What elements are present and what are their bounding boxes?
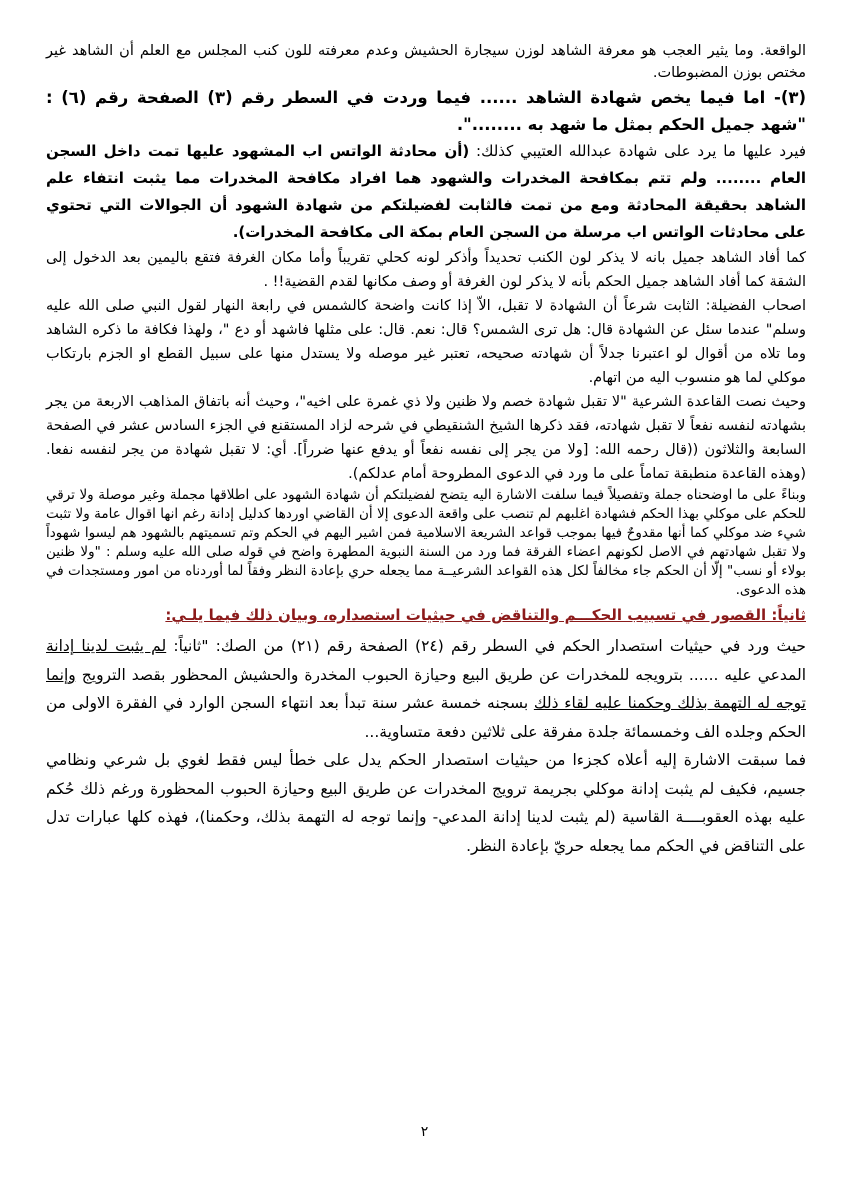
paragraph-judgment-middle: المدعي عليه ...... بترويجه للمخدرات عن طريق البيع وحيازة الحبوب المخدرة والحشيش المحظور بقصد الترويج xyxy=(75,665,806,684)
paragraph-whatsapp xyxy=(46,138,806,246)
paragraph-whatsapp-bold: (أن محادثة الواتس اب المشهود عليها تمت داخل السجن العام ........ ولم تتم بمكافحة المخدرات والشهود هما افراد مكافحة المخدرات مما يثبت انتفاء علم الشاهد بحقيقة المحادثة ومع من تمت فالثابت لفضيلتكم من شهادة الشهود أن الجوالات التي تحتوي على محادثات الواتس اب مرسلة من السجن العام بمكة الى مكافحة المخدرات). xyxy=(46,142,806,241)
paragraph-judgment-reasons xyxy=(46,632,806,746)
page-number: ٢ xyxy=(420,1124,429,1140)
paragraph-sofa-color: كما أفاد الشاهد جميل بانه لا يذكر لون الكنب تحديداً وأذكر لونه كحلي تقريباً وأما مكان الغرفة فتقع باليمين بعد الدخول إلى الشقة كما أفاد الشاهد جميل الحكم بأنه لا يذكر لون الغرفة أو وصف مكانها لقدم القضية!! . xyxy=(46,250,806,290)
paragraph-conclusion: وبناءً على ما اوضحناه جملة وتفصيلاً فيما سلفت الاشارة اليه يتضح لفضيلتكم أن شهادة الشهود على اطلاقها مجملة وغير موصلة ولا ترقي للحكم على موكلي بهذا الحكم فشهادة اغلبهم لم تنصب على واقعة الدعوى إلا أن القاضي اوردها كدليل إدانة رغم انها اقوال عامة ولا تثبت شيء ضد موكلي كما أنها مقدوحٌ فيها بموجب قواعد الشريعة الاسلامية فمن اشير اليهم في الحكم وتم تسميتهم بالشهود هم ليسوا شهوداً ولا تقبل شهادتهم في الاصل لكونهم اعضاء الفرقة فما ورد من السنة النبوية المطهرة واضح في قوله صلى الله عليه وسلم : "ولا ظنين بولاء أو نسب" إلّا أن الحكم جاء مخالفاً لكل هذه القواعد الشرعيــة مما يجعله حري بإعادة النظر وفقاً لما أوردناه من امور ومستجدات في هذه الدعوى. xyxy=(46,487,806,598)
section-heading-second: ثانياً: القصور في تسبيب الحكـــم والتناقض في حيثيات استصداره، وبيان ذلك فيما يلـي: xyxy=(165,606,806,624)
paragraph-judgment-lead: حيث ورد في حيثيات استصدار الحكم في السطر رقم (٢٤) الصفحة رقم (٢١) من الصك: "ثانياً: xyxy=(166,637,806,655)
paragraph-contradiction: فما سبقت الاشارة إليه أعلاه كجزءا من حيثيات استصدار الحكم يدل على خطأ ليس فقط لغوي بل شرعي ونظامي جسيم، فكيف لم يثبت إدانة موكلي بجريمة ترويج المخدرات عن طريق البيع وحيازة الحبوب المحظورة ورغم ذلك حُكم عليه بهذه العقوبــــة القاسية (لم يثبت لدينا إدانة المدعي- وإنما توجه له التهمة بذلك، وحكمنا)، فهذه كلها عبارات تدل على التناقض في الحكم مما يجعله حريّ بإعادة النظر. xyxy=(46,751,806,855)
paragraph-sharia-rule: وحيث نصت القاعدة الشرعية "لا تقبل شهادة خصم ولا ظنين ولا ذي غمرة على اخيه"، وحيث أنه باتفاق المذاهب الاربعة من يجر بشهادته لنفسه نفعاً لا تقبل شهادته، فقد ذكرها الشيخ الشنقيطي في شرحه لزاد المستقنع في الجزء السادس عشر في الصفحة السابعة والثلاثون ((قال رحمه الله: [ولا من يجر إلى نفسه نفعاً أو يدفع عنها ضرراً]. أي: لا تقبل شهادة من يجر لنفسه نفعا. (وهذه القاعدة منطبقة تماماً على ما ورد في الدعوى المطروحة أمام عدلكم). xyxy=(46,394,806,482)
paragraph-intro: الواقعة. وما يثير العجب هو معرفة الشاهد لوزن سيجارة الحشيش وعدم معرفته للون كنب المجلس مع العلم أن الشاهد غير مختص بوزن المضبوطات. xyxy=(46,43,806,81)
underlined-not-proven: لم يثبت لدينا إدانة xyxy=(46,637,167,655)
document-body xyxy=(46,40,806,860)
underlined-charge: وإنما توجه له التهمة بذلك وحكمنا عليه لقاء ذلك xyxy=(46,665,806,712)
paragraph-whatsapp-lead: فيرد عليها ما يرد على شهادة عبدالله العتيبي كذلك: xyxy=(469,142,806,160)
paragraph-witness-third: (٣)- اما فيما يخص شهادة الشاهد ...... فيما وردت في السطر رقم (٣) الصفحة رقم (٦) : "شهد جميل الحكم بمثل ما شهد به ........". xyxy=(46,88,806,134)
paragraph-judgment-end: بسجنه خمسة عشر سنة تبدأ بعد انتهاء السجن الوارد في الفقرة الاولى من الحكم وجلده الف وخمسمائة جلدة مفرقة على ثلاثين دفعة متساوية... xyxy=(46,694,806,741)
paragraph-testimony-rule: اصحاب الفضيلة: الثابت شرعاً أن الشهادة لا تقبل، الاّ إذا كانت واضحة كالشمس في رابعة النهار لقول النبي صلى الله عليه وسلم" عندما سئل عن الشهادة قال: هل ترى الشمس؟ قال: نعم. قال: على مثلها فاشهد أو دع "، ولهذا فكافة ما ذكره الشاهد وما تلاه من أقوال لو اعتبرنا جدلاً أن شهادته صحيحه، تعتبر غير موصله ولا يستدل منها على سبيل القطع او الجزم بارتكاب موكلي لما هو منسوب اليه من اتهام. xyxy=(46,298,806,386)
